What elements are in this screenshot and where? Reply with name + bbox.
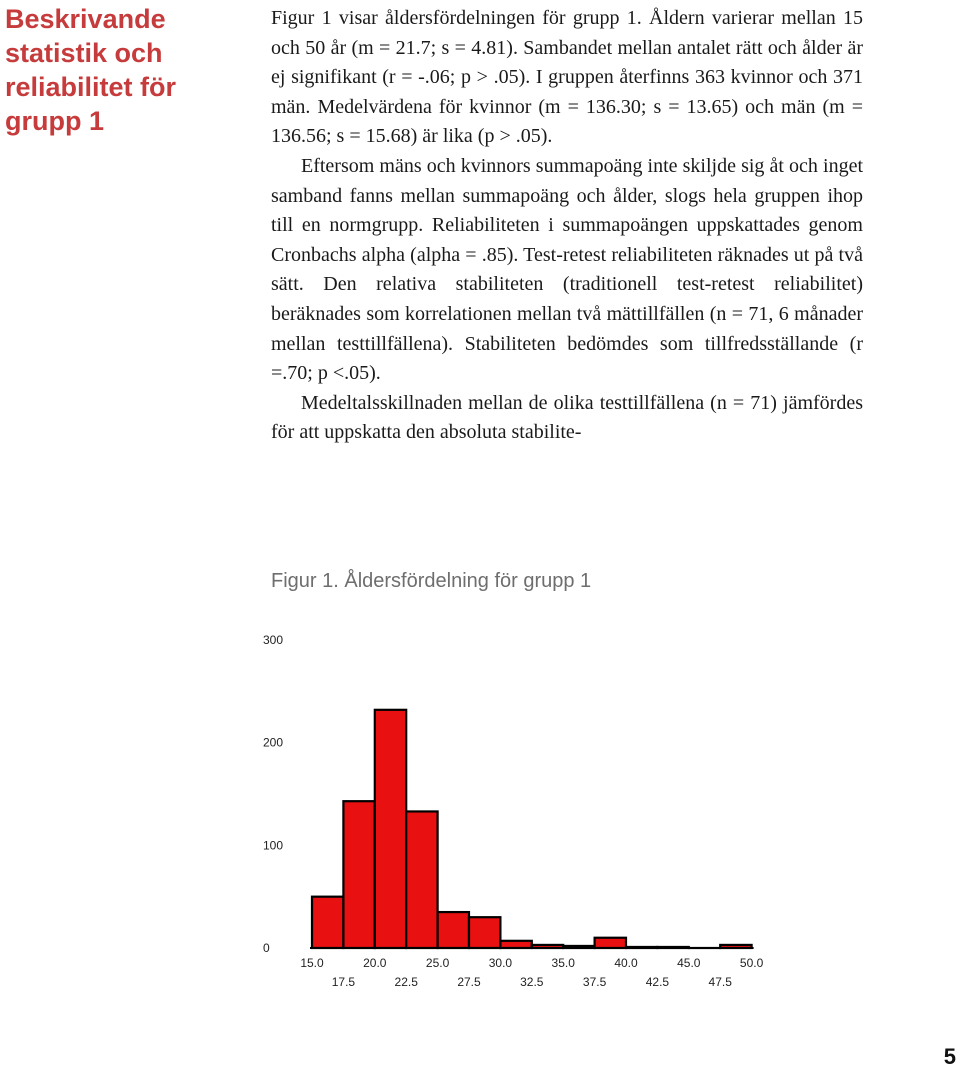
histogram-bar: [312, 897, 343, 948]
histogram-bar: [595, 938, 626, 948]
histogram-bar: [500, 941, 531, 948]
x-tick-label: 47.5: [708, 975, 732, 989]
histogram-bar: [343, 801, 374, 948]
figure-caption: Figur 1. Åldersfördelning för grupp 1: [271, 570, 592, 592]
paragraph: Eftersom mäns och kvinnors summapoäng inte skiljde sig åt och inget samband fanns mellan summapoäng och ålder, slogs hela gruppen ihop till en normgrupp. Reliabiliteten i summapoängen uppskattades genom Cronbachs alpha (alpha = .85). Test-retest reliabiliteten räknades ut på två sätt. Den relativa stabiliteten (traditionell test-retest reliabilitet) beräknades som korrelationen mellan två mättillfällen (n = 71, 6 månader mellan testtillfällena). Stabiliteten bedömdes som tillfredsställande (r =.70; p <.05).: [271, 154, 863, 385]
x-tick-label: 40.0: [614, 956, 638, 970]
histogram-bar: [406, 811, 437, 948]
x-tick-label: 32.5: [520, 975, 544, 989]
age-histogram: [255, 620, 795, 1000]
paragraph: Medeltalsskillnaden mellan de olika testtillfällena (n = 71) jämfördes för att uppskatta den absoluta stabilite-: [271, 391, 863, 444]
x-tick-label: 15.0: [300, 956, 324, 970]
x-tick-label: 35.0: [551, 956, 575, 970]
body-text: [271, 4, 863, 448]
section-heading: Beskrivande statistik och reliabilitet för grupp 1: [5, 4, 177, 136]
x-tick-label: 37.5: [582, 975, 607, 989]
x-tick-label: 20.0: [363, 956, 387, 970]
paragraph: Figur 1 visar åldersfördelningen för grupp 1. Åldern varierar mellan 15 och 50 år (m = 21.7; s = 4.81). Sambandet mellan antalet rätt och ålder är ej signifikant (r = -.06; p > .05). I gruppen återfinns 363 kvinnor och 371 män. Medelvärdena för kvinnor (m = 136.30; s = 13.65) och män (m = 136.56; s = 15.68) är lika (p > .05).: [271, 7, 863, 148]
x-tick-label: 45.0: [677, 956, 701, 970]
y-tick-label: 300: [263, 633, 284, 647]
histogram-svg: [255, 620, 795, 1000]
x-tick-label: 27.5: [457, 975, 481, 989]
histogram-bar: [375, 710, 406, 948]
page-number: 5: [943, 1044, 956, 1069]
x-tick-label: 25.0: [425, 956, 450, 970]
y-tick-label: 200: [263, 735, 284, 750]
x-tick-label: 22.5: [394, 975, 418, 989]
x-tick-label: 17.5: [331, 975, 356, 989]
y-tick-label: 0: [263, 941, 270, 955]
x-tick-label: 50.0: [739, 956, 764, 970]
y-tick-label: 100: [263, 838, 284, 853]
histogram-bar: [469, 917, 500, 948]
x-tick-label: 30.0: [488, 956, 513, 970]
x-tick-label: 42.5: [645, 975, 670, 989]
histogram-bar: [438, 912, 469, 948]
